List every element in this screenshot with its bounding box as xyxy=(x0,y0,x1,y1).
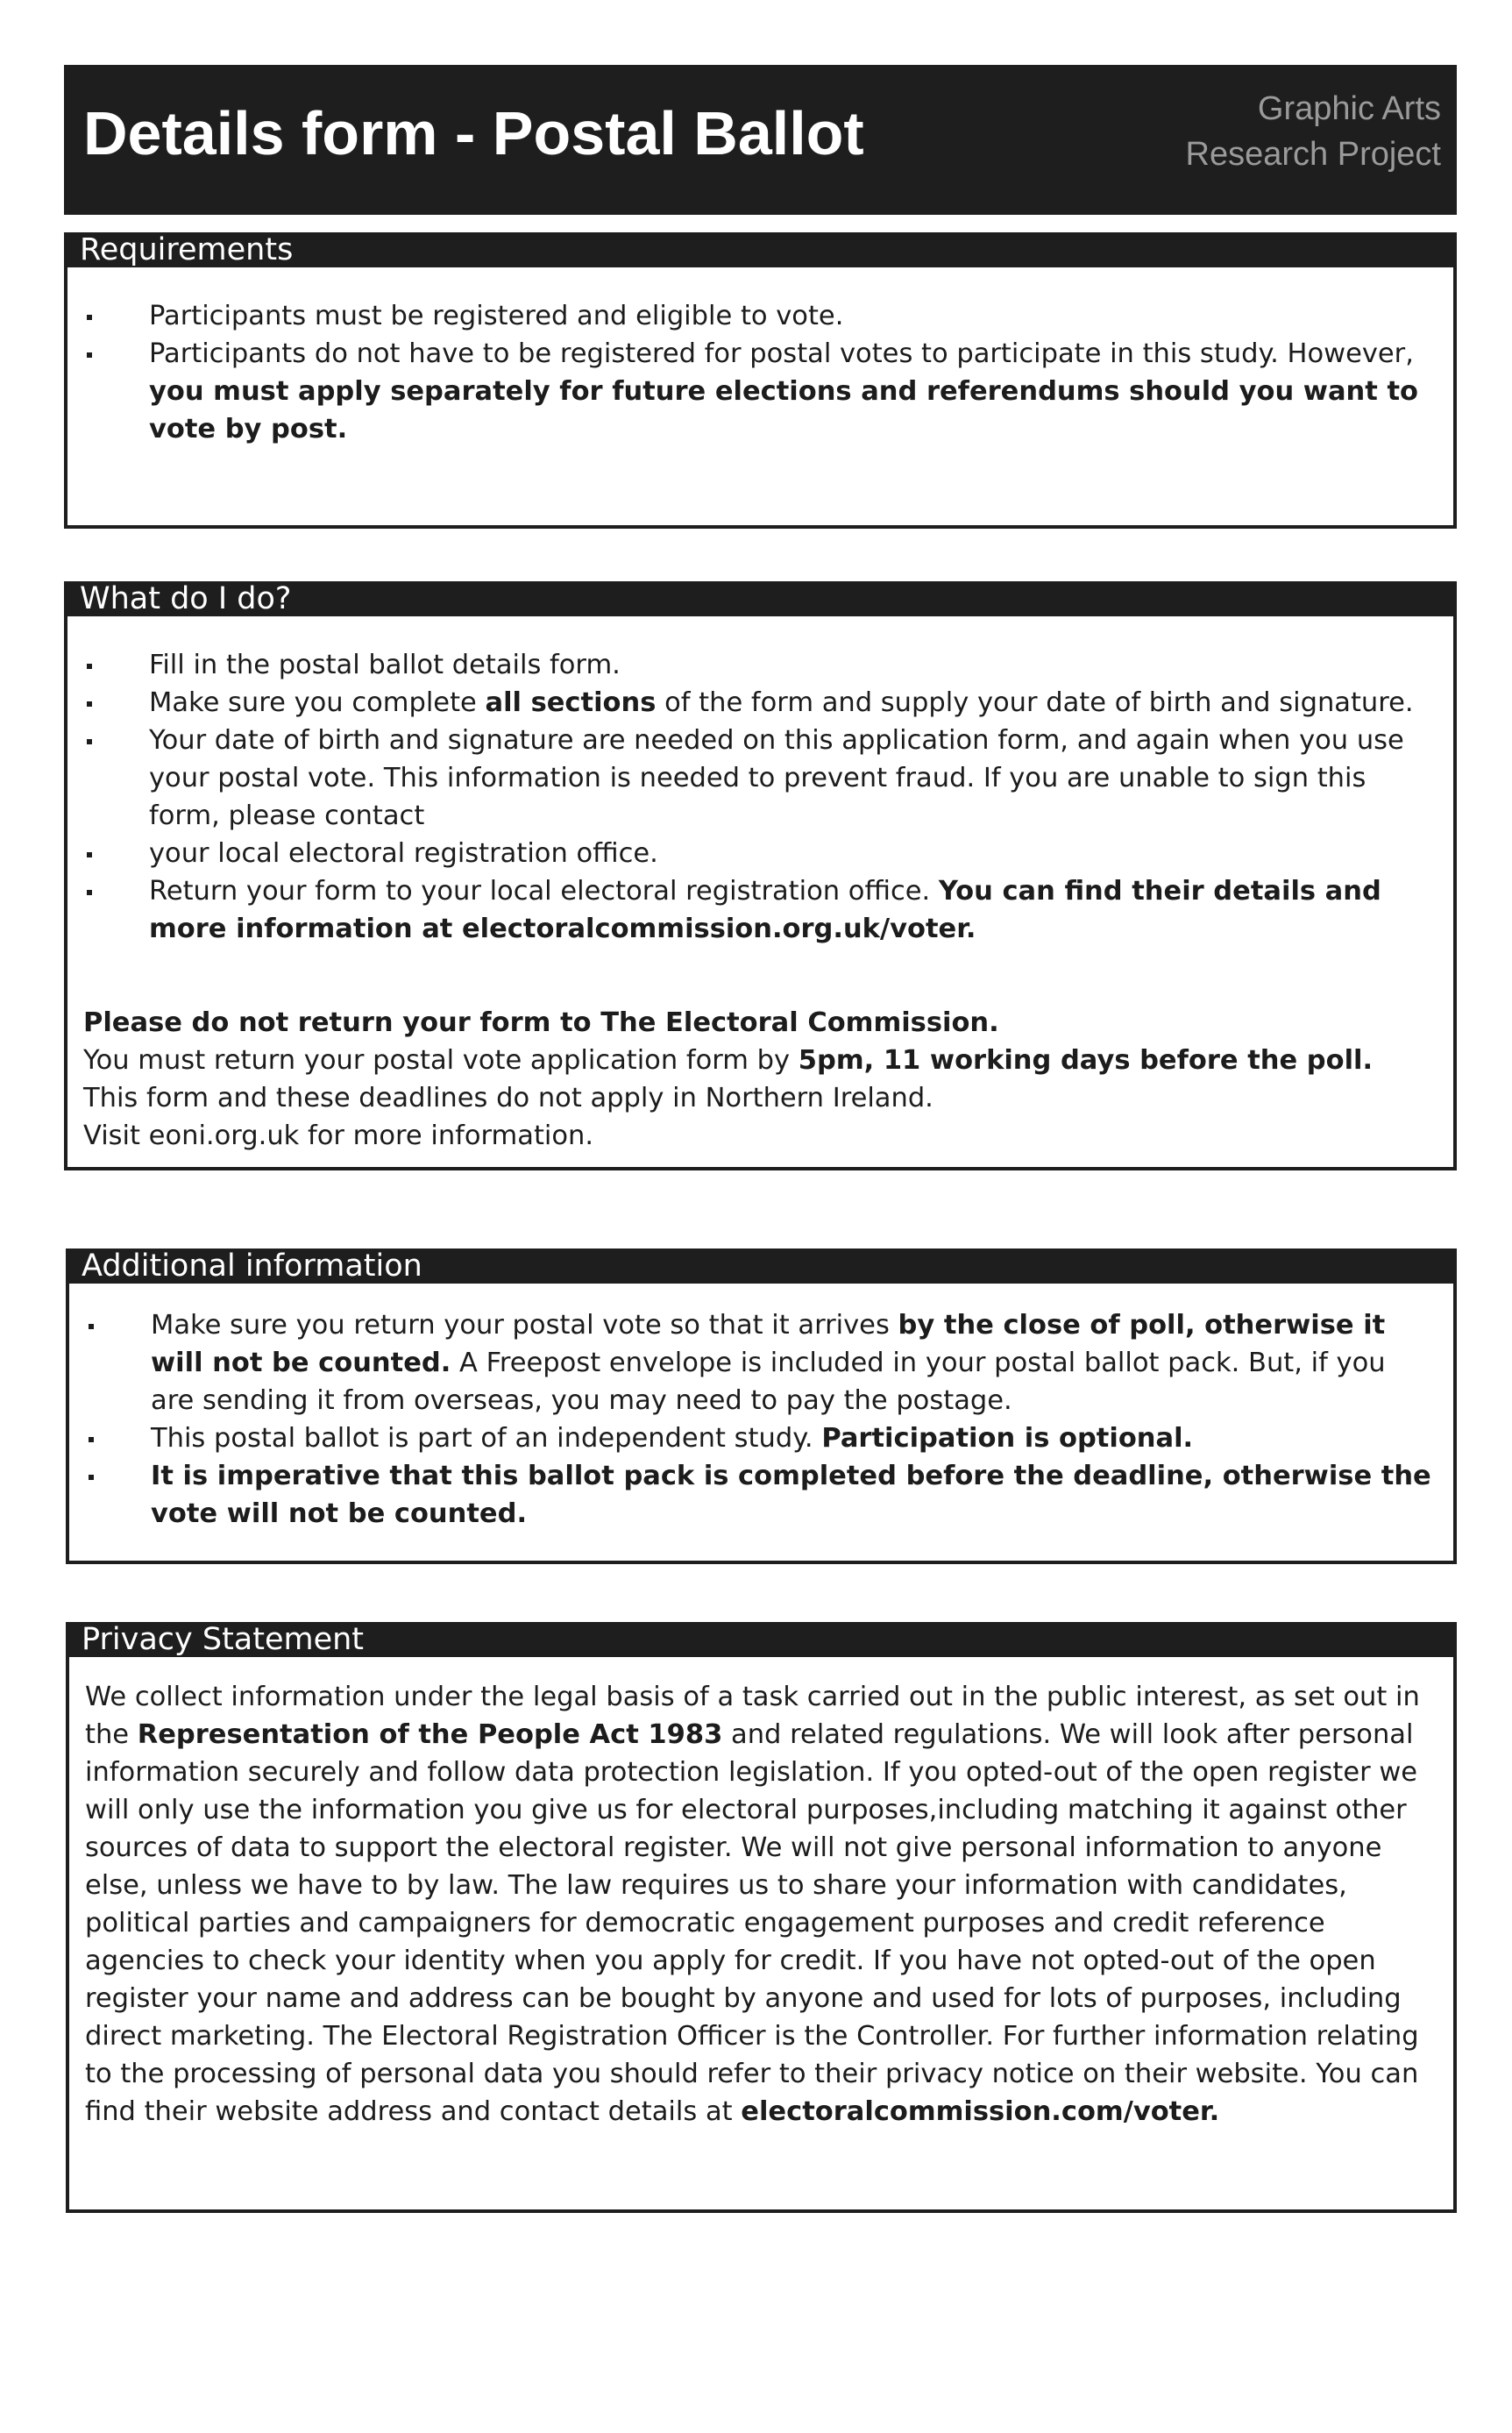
list-item xyxy=(83,872,1434,948)
list-item xyxy=(83,722,1434,835)
organisation-line-2: Research Project xyxy=(1185,136,1441,173)
list-item xyxy=(83,646,1434,684)
privacy-text: We collect information under the legal basis of a task carried out in the public interest, as set out in the xyxy=(85,1682,1420,1750)
list-item xyxy=(83,335,1434,448)
list-item-text: Participants do not have to be registered for postal votes to participate in this study. However, xyxy=(149,338,1414,369)
organisation-line-1: Graphic Arts xyxy=(1257,90,1441,127)
requirements-body xyxy=(67,267,1453,466)
list-item-emphasis: It is imperative that this ballot pack is completed before the deadline, otherwise the vote will not be counted. xyxy=(151,1461,1431,1529)
page-header xyxy=(64,65,1457,215)
list-item xyxy=(83,684,1434,722)
privacy-contact-url: electoralcommission.com/voter. xyxy=(741,2096,1220,2127)
northern-ireland-note: This form and these deadlines do not apply in Northern Ireland. xyxy=(83,1083,933,1113)
requirements-list xyxy=(83,297,1434,448)
list-item xyxy=(85,1419,1434,1457)
list-item xyxy=(83,297,1434,335)
visit-note: Visit eoni.org.uk for more information. xyxy=(83,1120,594,1151)
list-item-emphasis: Participation is optional. xyxy=(821,1423,1194,1454)
list-item-text: Fill in the postal ballot details form. xyxy=(149,650,621,680)
list-item-text: your local electoral registration office. xyxy=(149,838,658,869)
requirements-section xyxy=(64,232,1457,529)
what-to-do-body xyxy=(67,616,1453,1172)
return-note xyxy=(83,1004,1434,1042)
additional-info-heading: Additional information xyxy=(66,1249,1457,1284)
list-item xyxy=(85,1457,1434,1533)
privacy-heading: Privacy Statement xyxy=(66,1622,1457,1657)
list-item-text: Return your form to your local electoral registration office. xyxy=(149,876,939,907)
list-item xyxy=(83,835,1434,872)
list-item-text: Make sure you complete xyxy=(149,687,486,718)
privacy-section xyxy=(66,1622,1457,2213)
list-item xyxy=(85,1306,1434,1419)
what-to-do-heading: What do I do? xyxy=(64,581,1457,616)
list-item-text: Participants must be registered and eligible to vote. xyxy=(149,301,844,331)
privacy-text: and related regulations. We will look after personal information securely and follow data protection legislation. If you opted-out of the open register we will only use the information you give us for electoral purposes,including matching it against other sources of data to support the electoral register. We will not give personal information to anyone else, unless we have to by law. The law requires us to share your information with candidates, political parties and campaigners for democratic engagement purposes and credit reference agencies to check your identity when you apply for credit. If you have not opted-out of the open register your name and address can be bought by anyone and used for lots of purposes, including direct marketing. The Electoral Registration Officer is the Controller. For further information relating to the processing of personal data you should refer to their privacy notice on their website. You can find their website address and contact details at xyxy=(85,1719,1419,2127)
list-item-emphasis: You can find their details and more information at electoralcommission.org.uk/voter. xyxy=(149,876,1381,944)
organisation-name xyxy=(1186,86,1441,177)
additional-info-section xyxy=(66,1249,1457,1564)
deadline-emphasis: 5pm, 11 working days before the poll. xyxy=(798,1045,1374,1076)
list-item-emphasis: you must apply separately for future elections and referendums should you want to vote by post. xyxy=(149,376,1418,445)
what-to-do-list xyxy=(83,646,1434,948)
list-item-text: Your date of birth and signature are needed on this application form, and again when you use your postal vote. This information is needed to prevent fraud. If you are unable to sign this form, please contact xyxy=(149,725,1404,831)
return-note-emphasis: Please do not return your form to The Electoral Commission. xyxy=(83,1007,999,1038)
list-item-text: Make sure you return your postal vote so that it arrives xyxy=(151,1310,898,1341)
privacy-body xyxy=(69,1657,1453,2148)
list-item-text: A Freepost envelope is included in your postal ballot pack. But, if you are sending it from overseas, you may need to pay the postage. xyxy=(151,1348,1386,1416)
list-item-text: This postal ballot is part of an independent study. xyxy=(151,1423,822,1454)
privacy-statement-text xyxy=(85,1678,1434,2131)
list-item-emphasis: by the close of poll, otherwise it will not be counted. xyxy=(151,1310,1386,1378)
list-item-text: of the form and supply your date of birth and signature. xyxy=(656,687,1414,718)
deadline-note xyxy=(83,1042,1434,1079)
page-title: Details form - Postal Ballot xyxy=(83,99,864,167)
list-item-emphasis: all sections xyxy=(485,687,657,718)
privacy-act-name: Representation of the People Act 1983 xyxy=(137,1719,723,1750)
requirements-heading: Requirements xyxy=(64,232,1457,267)
what-to-do-section xyxy=(64,581,1457,1170)
additional-info-body xyxy=(69,1284,1453,1550)
additional-info-list xyxy=(85,1306,1434,1533)
deadline-text: You must return your postal vote application form by xyxy=(83,1045,799,1076)
